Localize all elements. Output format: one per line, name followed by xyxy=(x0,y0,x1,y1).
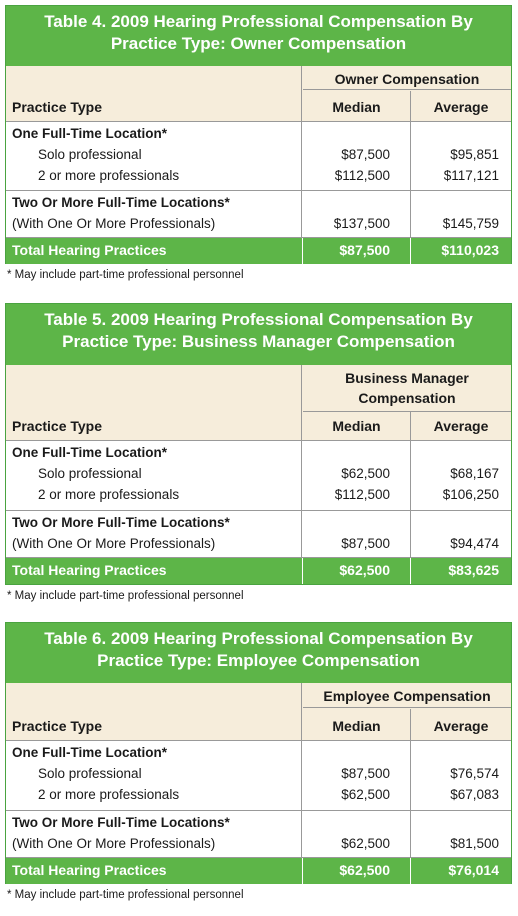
cell-median: $62,500 xyxy=(341,787,390,802)
total-average: $110,023 xyxy=(441,242,499,258)
total-row xyxy=(6,558,511,584)
table-business-manager-compensation xyxy=(5,303,512,585)
section-heading: One Full-Time Location* xyxy=(12,126,168,141)
total-median: $87,500 xyxy=(339,242,390,258)
footnote: * May include part-time professional personnel xyxy=(7,269,244,281)
row-label: Solo professional xyxy=(38,466,142,481)
section-multi-location xyxy=(6,511,511,558)
group-header: Employee Compensation xyxy=(303,686,511,708)
cell-median: $87,500 xyxy=(341,766,390,781)
cell-median: $87,500 xyxy=(341,147,390,162)
total-row xyxy=(6,238,511,264)
total-average: $76,014 xyxy=(448,862,499,878)
total-median: $62,500 xyxy=(339,562,390,578)
table-employee-compensation xyxy=(5,622,512,884)
cell-average: $81,500 xyxy=(450,836,499,851)
section-heading: One Full-Time Location* xyxy=(12,445,168,460)
section-one-location xyxy=(6,441,511,511)
section-heading: One Full-Time Location* xyxy=(12,745,168,760)
footnote: * May include part-time professional personnel xyxy=(7,590,244,602)
table-owner-compensation xyxy=(5,5,512,264)
cell-median: $62,500 xyxy=(341,836,390,851)
table-header xyxy=(6,365,511,441)
row-label: Solo professional xyxy=(38,766,142,781)
total-row xyxy=(6,858,511,884)
cell-median: $112,500 xyxy=(334,168,390,183)
table-header xyxy=(6,66,511,122)
cell-average: $67,083 xyxy=(450,787,499,802)
total-label: Total Hearing Practices xyxy=(12,862,167,878)
col-practice-type: Practice Type xyxy=(12,718,103,734)
section-heading: Two Or More Full-Time Locations* xyxy=(12,195,230,210)
table-title xyxy=(6,6,511,66)
section-one-location xyxy=(6,741,511,811)
col-practice-type: Practice Type xyxy=(12,99,103,115)
row-label: (With One Or More Professionals) xyxy=(12,216,216,231)
table-title xyxy=(6,304,511,365)
cell-median: $137,500 xyxy=(333,216,390,231)
total-label: Total Hearing Practices xyxy=(12,242,167,258)
footnote: * May include part-time professional personnel xyxy=(7,889,244,901)
cell-median: $112,500 xyxy=(334,487,390,502)
table-title-text: Table 6. 2009 Hearing Professional Compensation By Practice Type: Employee Compensation xyxy=(44,629,473,670)
row-label: (With One Or More Professionals) xyxy=(12,836,216,851)
cell-average: $68,167 xyxy=(450,466,499,481)
cell-average: $76,574 xyxy=(450,766,499,781)
cell-average: $117,121 xyxy=(443,168,499,183)
row-label: Solo professional xyxy=(38,147,142,162)
cell-average: $94,474 xyxy=(450,536,499,551)
group-header: Business Manager Compensation xyxy=(303,368,511,412)
table-title-text: Table 4. 2009 Hearing Professional Compensation By Practice Type: Owner Compensation xyxy=(44,12,473,53)
table-title xyxy=(6,623,511,683)
col-average: Average xyxy=(433,418,489,434)
total-label: Total Hearing Practices xyxy=(12,562,167,578)
col-median: Median xyxy=(332,718,381,734)
row-label: (With One Or More Professionals) xyxy=(12,536,216,551)
cell-average: $106,250 xyxy=(442,487,499,502)
group-header: Owner Compensation xyxy=(303,69,511,90)
col-average: Average xyxy=(433,718,489,734)
table-header xyxy=(6,683,511,741)
cell-median: $62,500 xyxy=(341,466,390,481)
total-average: $83,625 xyxy=(448,562,499,578)
cell-median: $87,500 xyxy=(341,536,390,551)
cell-average: $95,851 xyxy=(450,147,499,162)
cell-average: $145,759 xyxy=(442,216,499,231)
section-heading: Two Or More Full-Time Locations* xyxy=(12,515,230,530)
row-label: 2 or more professionals xyxy=(38,487,180,502)
total-median: $62,500 xyxy=(339,862,390,878)
table-title-text: Table 5. 2009 Hearing Professional Compensation By Practice Type: Business Manager Compensation xyxy=(44,310,473,351)
col-median: Median xyxy=(332,418,381,434)
section-multi-location xyxy=(6,811,511,858)
section-heading: Two Or More Full-Time Locations* xyxy=(12,815,230,830)
section-one-location xyxy=(6,122,511,191)
row-label: 2 or more professionals xyxy=(38,168,180,183)
section-multi-location xyxy=(6,191,511,238)
row-label: 2 or more professionals xyxy=(38,787,180,802)
col-practice-type: Practice Type xyxy=(12,418,103,434)
col-average: Average xyxy=(433,99,489,115)
col-median: Median xyxy=(332,99,381,115)
